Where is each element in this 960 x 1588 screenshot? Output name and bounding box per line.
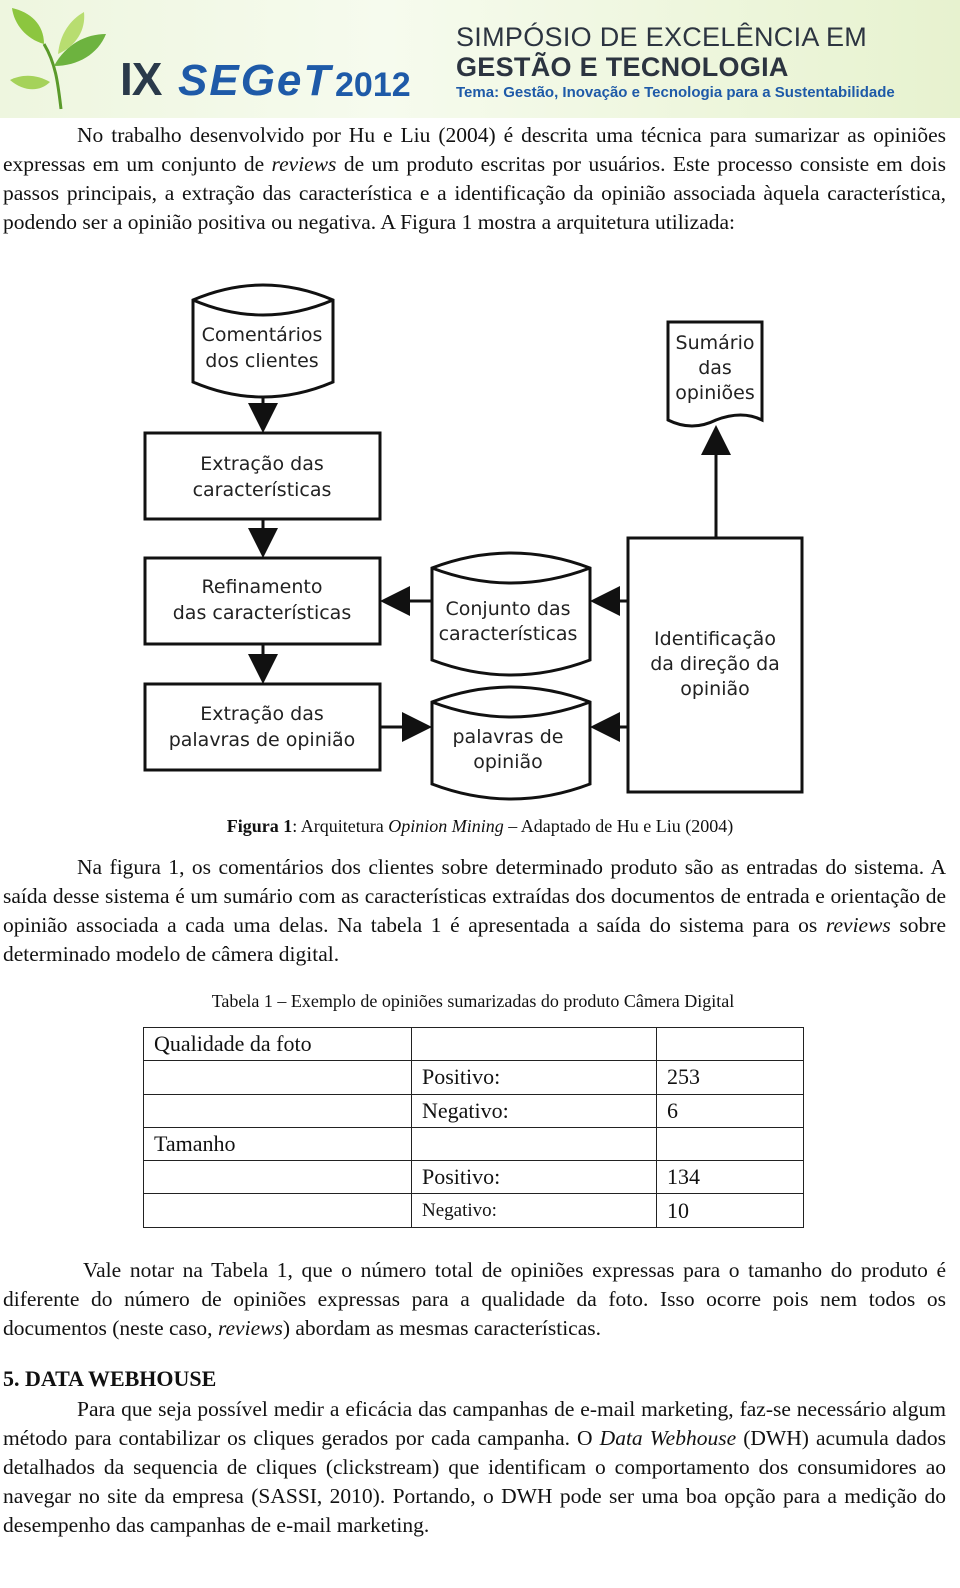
paragraph-table-note: Vale notar na Tabela 1, que o número total de opiniões expressas para o tamanho do produto é diferente do número de opiniões expressas para a qualidade da foto. Isso ocorre pois nem todos os documentos (neste caso, reviews) abordam as mesmas características.: [3, 1258, 946, 1340]
comentarios-label-1: Comentários: [201, 324, 323, 346]
table-row: Negativo: 6: [144, 1094, 804, 1127]
conjunto-label-1: Conjunto das: [445, 598, 571, 620]
conference-acronym: SEGeT: [178, 56, 333, 105]
extracao-caracteristicas-box: [145, 433, 380, 519]
architecture-diagram: [130, 272, 820, 812]
palavras-label-2: opinião: [473, 751, 543, 773]
banner-theme: Tema: Gestão, Inovação e Tecnologia para a Sustentabilidade: [456, 84, 895, 101]
refinamento-label-2: das características: [172, 602, 352, 624]
table-row: Positivo: 253: [144, 1061, 804, 1094]
banner-title-line1: SIMPÓSIO DE EXCELÊNCIA EM: [456, 22, 868, 52]
identificacao-label-3: opinião: [680, 678, 750, 700]
paragraph-data-webhouse: Para que seja possível medir a eficácia das campanhas de e-mail marketing, faz-se necessário algum método para contabilizar os cliques gerados por cada campanha. O Data Webhouse (DWH) acumula dados detalhados da sequencia de cliques (clickstream) que identificam o comportamento dos consumidores ao navegar no site da empresa (SASSI, 2010). Portando, o DWH pode ser uma boa opção para a medição do desempenho das campanhas de e-mail marketing.: [3, 1397, 947, 1537]
table-row: Positivo: 134: [144, 1161, 804, 1194]
table-row: Qualidade da foto: [144, 1028, 804, 1061]
table-row: Negativo: 10: [144, 1194, 804, 1227]
paragraph-intro: No trabalho desenvolvido por Hu e Liu (2004) é descrita uma técnica para sumarizar as opiniões expressas em um conjunto de reviews de um produto escritas por usuários. Este processo consiste em dois passos principais, a extração das característica e a identificação da opinião associada àquela característica, podendo ser a opinião positiva ou negativa. A Figura 1 mostra a arquitetura utilizada:: [3, 123, 946, 234]
extracao-caracteristicas-label-2: características: [192, 479, 332, 501]
banner-title-line2: GESTÃO E TECNOLOGIA: [456, 52, 789, 82]
comentarios-label-2: dos clientes: [205, 350, 319, 372]
sumario-label-1: Sumário: [675, 332, 755, 354]
section-heading: 5. DATA WEBHOUSE: [3, 1366, 217, 1391]
identificacao-label-2: da direção da: [650, 653, 780, 675]
table-row: Tamanho: [144, 1127, 804, 1160]
extracao-palavras-box: [145, 684, 380, 770]
identificacao-label-1: Identificação: [654, 628, 776, 650]
conference-year: 2012: [335, 66, 411, 104]
extracao-caracteristicas-label-1: Extração das: [200, 453, 324, 475]
extracao-palavras-label-1: Extração das: [200, 703, 324, 725]
leaf-logo-icon: [6, 4, 116, 114]
conference-banner: [0, 0, 960, 118]
extracao-palavras-label-2: palavras de opinião: [168, 729, 356, 751]
refinamento-box: [145, 558, 380, 644]
opinion-summary-table: [143, 1027, 804, 1228]
edition-number: IX: [120, 53, 162, 105]
palavras-label-1: palavras de: [452, 726, 564, 748]
figure-caption: Figura 1: Arquitetura Opinion Mining – Adaptado de Hu e Liu (2004): [226, 816, 734, 836]
refinamento-label-1: Refinamento: [201, 576, 323, 598]
conjunto-label-2: características: [438, 623, 578, 645]
sumario-label-2: das: [698, 357, 732, 379]
table-title: Tabela 1 – Exemplo de opiniões sumarizadas do produto Câmera Digital: [211, 991, 735, 1011]
sumario-label-3: opiniões: [675, 382, 755, 404]
paragraph-figure-explanation: Na figura 1, os comentários dos clientes sobre determinado produto são as entradas do sistema. A saída desse sistema é um sumário com as características extraídas dos documentos de entrada e orientação de opinião associada a cada uma delas. Na tabela 1 é apresentada a saída do sistema para os reviews sobre determinado modelo de câmera digital.: [3, 855, 947, 966]
